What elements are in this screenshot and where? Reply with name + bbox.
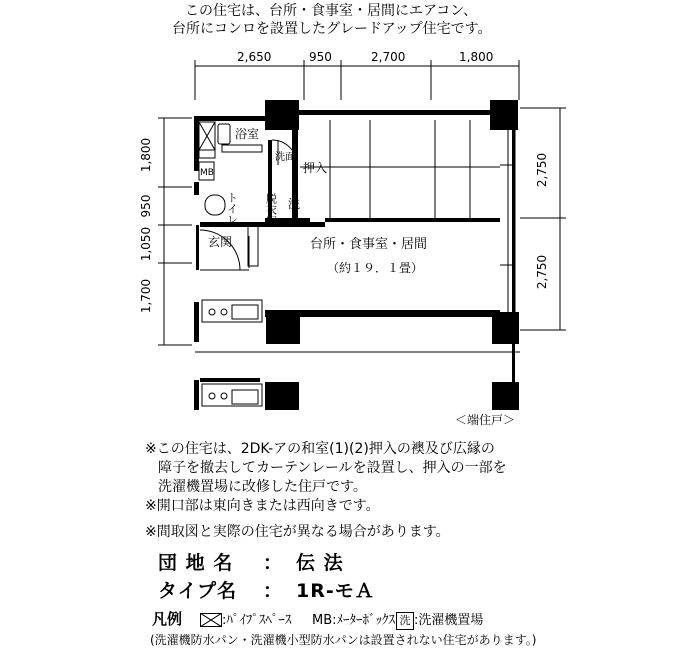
estate-value: 伝 法 xyxy=(296,552,344,574)
legend-pipe-label: :ﾊﾟｲﾌﾟｽﾍﾟｰｽ xyxy=(222,613,292,628)
room-mb-label: MB xyxy=(200,168,214,178)
dim-top-1: 2,650 xyxy=(237,50,272,64)
note-line-4: ※開口部は東向きまたは西向きです。 xyxy=(145,498,380,514)
room-entrance-label: 玄関 xyxy=(208,235,233,249)
toilet-fixture xyxy=(205,195,225,215)
legend-title: 凡例 xyxy=(152,610,183,628)
unit-position-label: ＜端住戸＞ xyxy=(455,413,516,427)
structural-columns xyxy=(265,100,519,410)
header-line-1: この住宅は、台所・食事室・居間にエアコン、 xyxy=(185,3,478,19)
column xyxy=(265,382,299,410)
bath-tub xyxy=(218,124,230,144)
room-wash-label: 洗面 xyxy=(275,152,295,163)
dim-top-3: 2,700 xyxy=(371,50,406,64)
dim-left-1: 1,800 xyxy=(139,137,153,173)
legend-footnote: (洗濯機防水パン・洗濯機小型防水パンは設置されない住宅があります。) xyxy=(150,633,537,647)
room-closet-label: 押入 xyxy=(303,161,328,175)
dim-left-4: 1,700 xyxy=(139,278,153,314)
type-sep: ： xyxy=(263,580,284,602)
dim-left-2: 950 xyxy=(139,194,153,218)
walls xyxy=(194,110,515,410)
dim-right-2: 2,750 xyxy=(535,254,549,290)
room-main-label: 台所・食事室・居間 xyxy=(310,237,428,252)
note-line-1: ※この住宅は、2DK-アの和室(1)(2)押入の襖及び広縁の xyxy=(145,441,495,457)
estate-sep: ： xyxy=(263,552,284,574)
legend-laundry-label: :洗濯機置場 xyxy=(414,613,484,628)
laundry-area-icon: 洗 xyxy=(396,612,414,630)
type-label: タイプ名 xyxy=(158,580,238,602)
room-bath-label: 浴室 xyxy=(235,127,260,141)
legend-mb-label: MB:ﾒｰﾀｰﾎﾞｯｸｽ xyxy=(312,613,396,628)
pipe-space-icon xyxy=(200,613,222,627)
note-line-3: 洗濯機置場に改修した住戸です。 xyxy=(158,479,367,495)
room-toilet-label: トイレ xyxy=(225,192,239,225)
note-line-5: ※間取図と実際の住宅が異なる場合があります。 xyxy=(145,524,450,540)
type-value: 1R-モＡ xyxy=(296,580,375,602)
dim-top-4: 1,800 xyxy=(459,50,494,64)
room-dressing-label: 脱衣室 xyxy=(264,193,278,226)
column xyxy=(492,312,519,344)
room-main-area: （約１９．１畳） xyxy=(327,261,424,275)
estate-label: 団 地 名 xyxy=(158,552,234,574)
column xyxy=(492,382,519,410)
dim-left-3: 1,050 xyxy=(139,226,153,262)
dim-top-2: 950 xyxy=(309,50,332,64)
header-line-2: 台所にコンロを設置したグレードアップ住宅です。 xyxy=(172,21,492,37)
dim-right-1: 2,750 xyxy=(535,152,549,188)
column xyxy=(265,100,299,130)
column xyxy=(266,312,300,344)
room-laundry-label: 洗 xyxy=(288,197,301,211)
note-line-2: 障子を撤去してカーテンレールを設置し、押入の一部を xyxy=(158,460,507,476)
